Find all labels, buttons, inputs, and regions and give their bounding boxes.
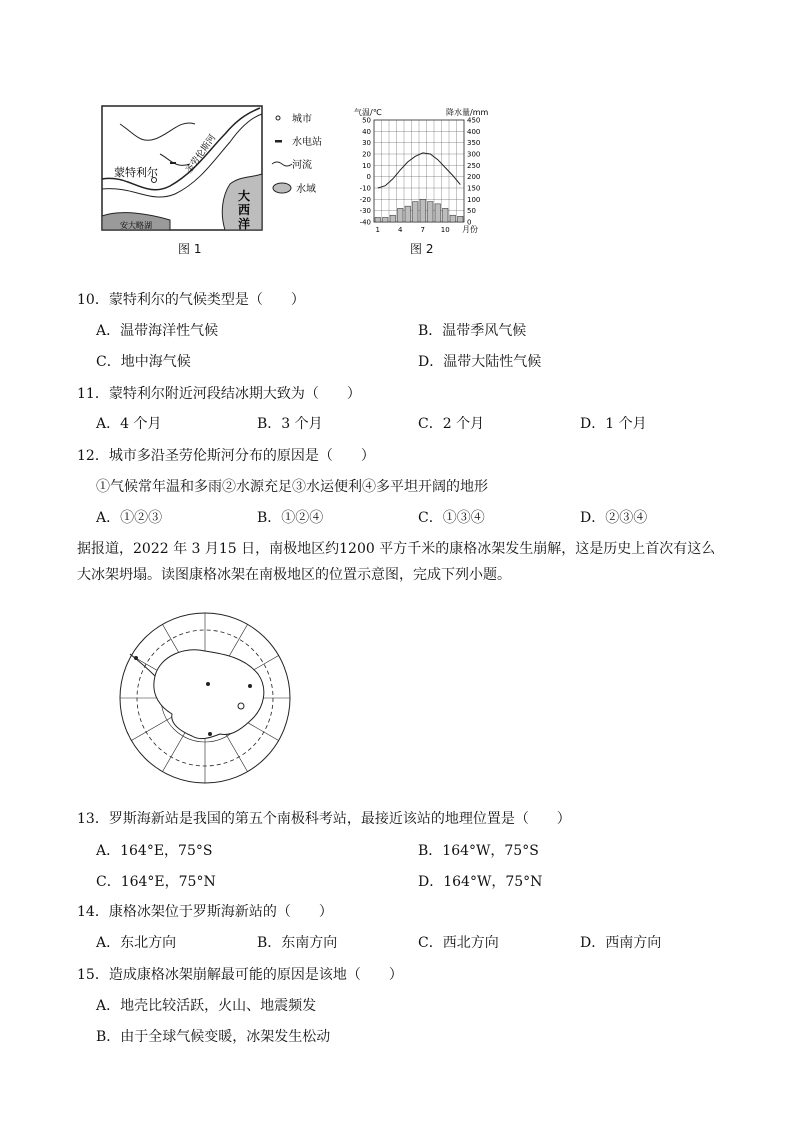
q13-option-b[interactable]: B．164°W，75°S: [418, 843, 539, 859]
precip-bar: [383, 217, 389, 222]
x-unit: 月份: [462, 225, 478, 234]
q11-option-b[interactable]: B．3 个月: [257, 416, 323, 432]
precip-bar: [405, 206, 411, 222]
q14-option-b[interactable]: B．东南方向: [257, 935, 338, 951]
right-tick-label: 50: [467, 207, 476, 216]
right-tick-label: 200: [467, 173, 481, 182]
q14-option-a[interactable]: A．东北方向: [96, 935, 177, 951]
precip-bar: [413, 202, 419, 222]
left-tick-label: 50: [362, 116, 371, 125]
question-10: 10．蒙特利尔的气候类型是（ ）: [77, 292, 305, 308]
question-11: 11．蒙特利尔附近河段结冰期大致为（ ）: [77, 386, 361, 402]
question-12: 12．城市多沿圣劳伦斯河分布的原因是（ ）: [77, 448, 375, 464]
q10-option-d[interactable]: D．温带大陆性气候: [418, 354, 542, 370]
label-atlantic: 大西洋: [238, 189, 251, 231]
right-tick-label: 100: [467, 195, 481, 204]
figure-2: [350, 104, 500, 238]
q12-option-a[interactable]: A．①②③: [96, 510, 163, 526]
montreal-map: [100, 104, 350, 232]
question-13: 13．罗斯海新站是我国的第五个南极科考站，最接近该站的地理位置是（ ）: [77, 811, 571, 827]
left-tick-label: 30: [362, 139, 371, 148]
legend-water: 水域: [296, 184, 316, 195]
right-axis-title: 降水量/mm: [446, 108, 489, 117]
left-tick-label: 0: [366, 173, 371, 182]
q12-statements: ①气候常年温和多雨②水源充足③水运便利④多平坦开阔的地形: [96, 479, 488, 495]
left-tick-label: 40: [362, 127, 371, 136]
q10-option-a[interactable]: A．温带海洋性气候: [96, 323, 219, 339]
precip-bar: [443, 208, 449, 222]
q11-option-a[interactable]: A．4 个月: [96, 416, 162, 432]
figure-1: [100, 104, 350, 236]
right-tick-label: 300: [467, 150, 481, 159]
label-lake: 安大略湖: [120, 221, 152, 230]
q14-option-d[interactable]: D．西南方向: [580, 935, 662, 951]
q15-option-b[interactable]: B．由于全球气候变暖，冰架发生松动: [96, 1029, 331, 1045]
right-tick-label: 150: [467, 184, 481, 193]
x-tick-label: 1: [375, 226, 380, 234]
precip-bar: [428, 202, 434, 222]
q15-option-a[interactable]: A．地壳比较活跃，火山、地震频发: [96, 998, 317, 1014]
figure-2-caption: 图 2: [410, 242, 434, 256]
q13-option-d[interactable]: D．164°W，75°N: [418, 874, 543, 890]
x-tick-label: 10: [440, 226, 450, 234]
left-tick-label: -30: [359, 207, 371, 216]
precip-bar: [420, 199, 426, 222]
label-river: 圣劳伦斯河: [184, 133, 219, 176]
q12-option-d[interactable]: D．②③④: [580, 510, 648, 526]
antarctic-map: [100, 596, 325, 800]
left-tick-label: -10: [359, 184, 371, 193]
q10-option-c[interactable]: C．地中海气候: [96, 354, 191, 370]
right-tick-label: 0: [467, 218, 472, 227]
left-tick-label: -40: [359, 218, 371, 227]
figure-1-caption: 图 1: [178, 242, 202, 256]
q11-option-c[interactable]: C．2 个月: [418, 416, 485, 432]
x-tick-label: 7: [420, 226, 425, 234]
precip-bar: [435, 204, 441, 222]
antarctic-map-svg: [100, 596, 325, 796]
right-tick-label: 400: [467, 127, 481, 136]
precip-bar: [458, 216, 464, 222]
reading-passage: 据报道，2022 年 3 月15 日，南极地区约1200 平方千米的康格冰架发生崩解，这是历史上首次有这么大冰架坍塌。读图康格冰架在南极地区的位置示意图，完成下列小题。: [77, 541, 716, 583]
x-tick-label: 4: [398, 226, 403, 234]
left-tick-label: 20: [362, 150, 371, 159]
precip-bar: [398, 208, 404, 222]
question-14: 14．康格冰架位于罗斯海新站的（ ）: [77, 904, 333, 920]
left-tick-label: 10: [362, 161, 371, 170]
q11-option-d[interactable]: D．1 个月: [580, 416, 647, 432]
legend-city: 城市: [292, 114, 312, 125]
q12-option-b[interactable]: B．①②④: [257, 510, 324, 526]
precip-bar: [375, 217, 381, 222]
question-15: 15．造成康格冰架崩解最可能的原因是该地（ ）: [77, 967, 403, 983]
q10-option-b[interactable]: B．温带季风气候: [418, 323, 527, 339]
legend-river: 河流: [292, 160, 312, 171]
precip-bar: [390, 215, 396, 222]
precip-bar: [450, 215, 456, 222]
right-tick-label: 350: [467, 139, 481, 148]
left-tick-label: -20: [359, 195, 371, 204]
q14-option-c[interactable]: C．西北方向: [418, 935, 499, 951]
right-tick-label: 250: [467, 161, 481, 170]
q13-option-c[interactable]: C．164°E，75°N: [96, 874, 216, 890]
right-tick-label: 450: [467, 116, 481, 125]
q13-option-a[interactable]: A．164°E，75°S: [96, 843, 213, 859]
climate-chart: [350, 104, 500, 234]
q12-option-c[interactable]: C．①③④: [418, 510, 485, 526]
left-axis-title: 气温/℃: [354, 108, 382, 117]
legend-hydropower: 水电站: [292, 137, 322, 148]
label-montreal: 蒙特利尔: [114, 166, 158, 179]
